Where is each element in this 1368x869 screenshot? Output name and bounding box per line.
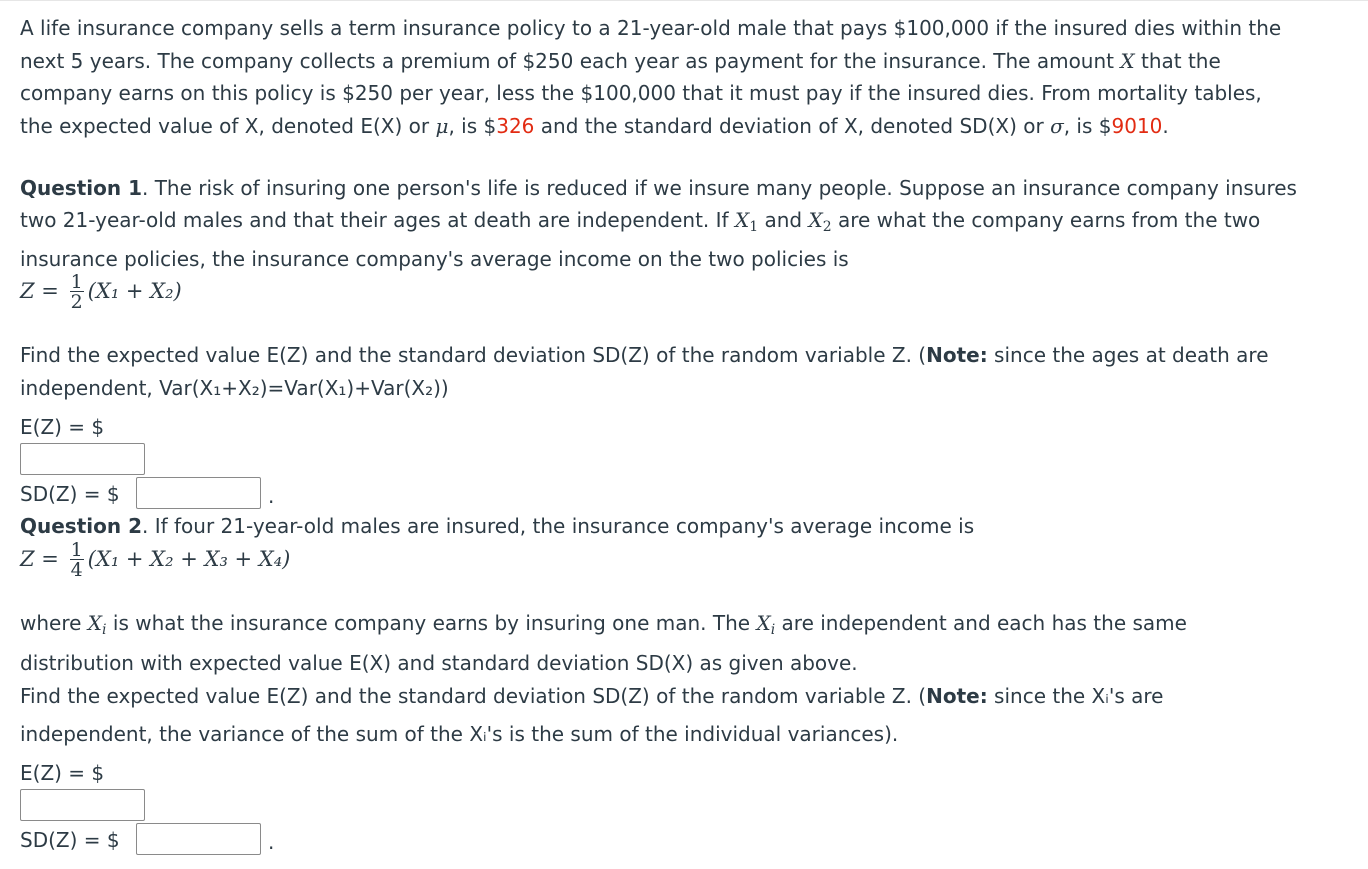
intro-line-2: next 5 years. The company collects a premium of $250 each year as payment for the insurance. The amount <box>20 48 1121 73</box>
q2-dist-paragraph <box>20 647 1360 712</box>
var-xi-2: $X_i$ <box>756 611 776 638</box>
mu-symbol: μ <box>435 113 449 138</box>
q2-sdz-label: SD(Z) = $ <box>20 828 120 852</box>
q2-period: . <box>268 830 275 854</box>
intro-line-4-c: and the standard deviation of X, denoted SD(X) or <box>534 113 1051 138</box>
q1-formula <box>20 273 182 312</box>
q1-period: . <box>268 484 275 508</box>
q2-where-a: where <box>20 611 88 635</box>
var-xi: $X_i$ <box>87 611 107 638</box>
q2-formula <box>20 541 290 580</box>
q1-find-paragraph <box>20 339 1360 404</box>
q2-sdz-input[interactable] <box>136 823 261 855</box>
q2-where-c: are independent and each has the same <box>775 611 1187 635</box>
q1-fraction <box>70 273 84 312</box>
question-2-line-1: . If four 21-year-old males are insured, the insurance company's average income is <box>141 514 975 538</box>
question-2-paragraph <box>20 510 1360 543</box>
q1-find-line1-b: since the ages at death are <box>987 343 1269 367</box>
question-1-line-2 <box>20 204 1360 244</box>
q2-where-line <box>20 607 1360 647</box>
sigma-symbol: σ <box>1050 113 1064 138</box>
q1-line2-a: two 21-year-old males and that their ages at death are independent. If <box>20 208 735 232</box>
q2-formula-lhs: Z <box>20 547 35 571</box>
q2-formula-eq: = <box>41 547 59 571</box>
q2-find-line1-b: since the Xᵢ's are <box>987 683 1164 708</box>
q2-formula-body: (X₁ + X₂ + X₃ + X₄) <box>87 547 291 571</box>
q2-frac-num: 1 <box>70 539 83 561</box>
question-1-line-1: . The risk of insuring one person's life is reduced if we insure many people. Suppose an insurance company insures <box>141 176 1297 200</box>
sd-value: 9010 <box>1111 113 1163 138</box>
q1-find-line1-a: Find the expected value E(Z) and the standard deviation SD(Z) of the random variable Z. ( <box>20 343 927 367</box>
q2-note-label: Note: <box>926 683 988 708</box>
mean-value: 326 <box>496 113 535 138</box>
q1-formula-eq: = <box>41 279 59 303</box>
intro-line-4-d: , is $ <box>1063 113 1112 138</box>
intro-line-4-a: the expected value of X, denoted E(X) or <box>20 113 436 138</box>
intro-line-4-b: , is $ <box>448 113 497 138</box>
q1-line3: insurance policies, the insurance company's average income on the two policies is <box>20 247 849 271</box>
q2-find-line2-paragraph <box>20 718 1360 751</box>
q1-line2-b: and <box>758 208 809 232</box>
q2-find-line2: independent, the variance of the sum of the Xᵢ's is the sum of the individual variances). <box>20 722 899 746</box>
q1-formula-body: (X₁ + X₂) <box>87 279 182 303</box>
variable-x: X <box>1120 48 1135 73</box>
q1-ez-input[interactable] <box>20 443 145 475</box>
q1-sdz-label: SD(Z) = $ <box>20 482 120 506</box>
q1-sdz-input[interactable] <box>136 477 261 509</box>
q2-dist-line: distribution with expected value E(X) and standard deviation SD(X) as given above. <box>20 651 858 675</box>
q2-find-line1-a: Find the expected value E(Z) and the standard deviation SD(Z) of the random variable Z. ( <box>20 683 927 708</box>
q1-note-label: Note: <box>926 343 988 367</box>
q1-formula-lhs: Z <box>20 279 35 303</box>
q2-where-b: is what the insurance company earns by insuring one man. The <box>106 611 757 635</box>
q2-fraction <box>70 541 84 580</box>
question-1-heading: Question 1 <box>20 176 142 200</box>
q1-find-line2: independent, Var(X₁+X₂)=Var(X₁)+Var(X₂)) <box>20 375 449 400</box>
q1-frac-den: 2 <box>70 291 83 313</box>
intro-line-1: A life insurance company sells a term insurance policy to a 21-year-old male that pays $100,000 if the insured dies within the <box>20 16 1282 40</box>
q1-ez-label: E(Z) = $ <box>20 415 105 439</box>
q2-ez-label: E(Z) = $ <box>20 761 105 785</box>
var-x1: $X_1$ <box>734 208 759 235</box>
q1-line2-c: are what the company earns from the two <box>831 208 1261 232</box>
question-1-paragraph <box>20 172 1360 205</box>
q2-ez-input[interactable] <box>20 789 145 821</box>
question-2-heading: Question 2 <box>20 514 142 538</box>
q1-frac-num: 1 <box>70 271 83 293</box>
intro-line-3: company earns on this policy is $250 per year, less the $100,000 that it must pay if the insured dies. From mortality tables, <box>20 81 1262 105</box>
intro-paragraph <box>20 12 1360 142</box>
var-x2: $X_2$ <box>808 208 832 235</box>
question-1-line-3 <box>20 243 1360 276</box>
q2-frac-den: 4 <box>70 559 83 581</box>
intro-line-4-e: . <box>1162 113 1169 138</box>
intro-line-2-end: that the <box>1134 48 1221 73</box>
